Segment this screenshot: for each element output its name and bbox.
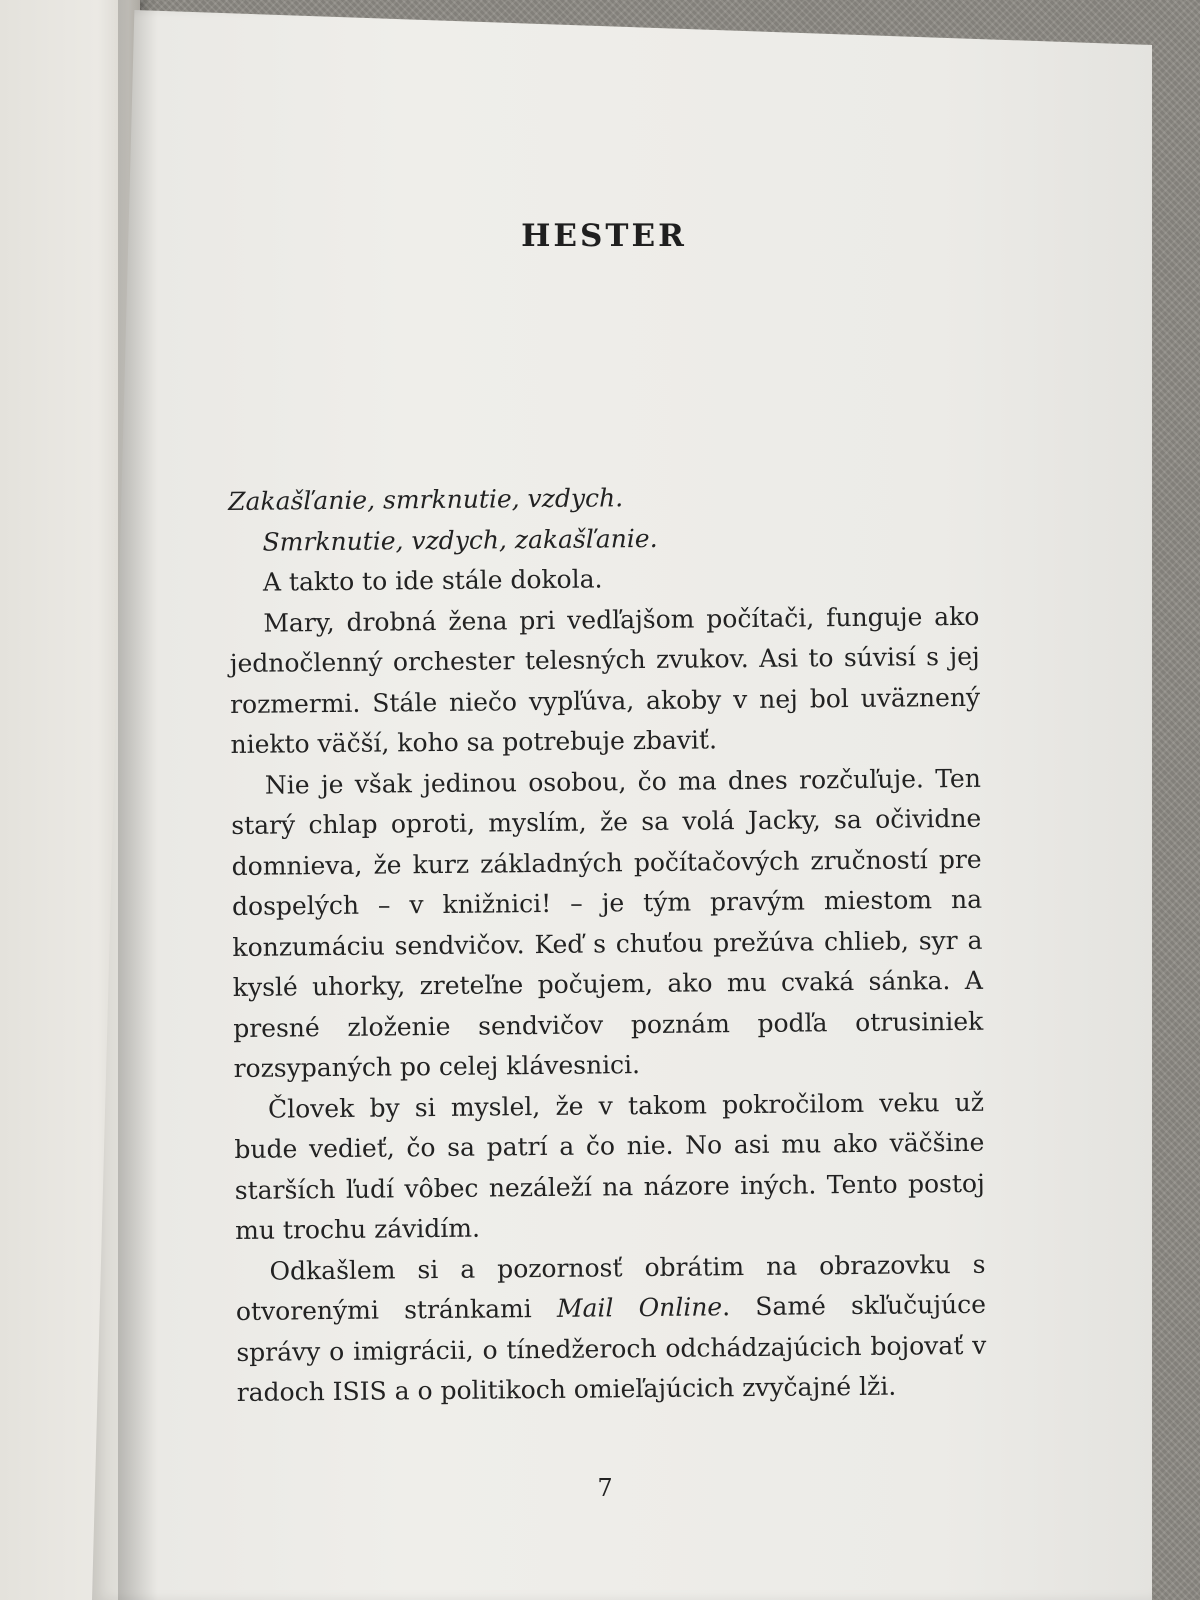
paragraph: Mary, drobná žena pri vedľajšom počítači, funguje ako jednočlenný orchester telesných zvukov. Asi to súvisí s jej rozmermi. Stále niečo vypľúva, akoby v nej bol uväznený niekto väčší, koho sa potrebuje zbaviť. — [229, 601, 981, 759]
paragraph: Zakašľanie, smrknutie, vzdych. — [228, 483, 624, 516]
chapter-body — [228, 475, 987, 1414]
paragraph: Nie je však jedinou osobou, čo ma dnes rozčuľuje. Ten starý chlap oproti, myslím, že sa volá Jacky, sa očividne domnieva, že kurz základných počítačových zručností pre dospelých – v knižnici! – je tým pravým miestom na konzumáciu sendvičov. Keď s chuťou prežúva chlieb, syr a kyslé uhorky, zreteľne počujem, ako mu cvaká sánka. A presné zloženie sendvičov poznám podľa otrusiniek rozsypaných po celej klávesnici. — [231, 763, 984, 1083]
paragraph — [235, 1244, 987, 1413]
paragraph: A takto to ide stále dokola. — [262, 564, 603, 597]
paragraph-text: Odkašlem si a pozornosť obrátim na obrazovku s otvorenými stránkami — [235, 1249, 986, 1326]
page-number: 7 — [597, 1474, 613, 1502]
chapter-title: HESTER — [521, 218, 687, 254]
paragraph: Človek by si myslel, že v takom pokročilom veku už bude vedieť, čo sa patrí a čo nie. No asi mu ako väčšine starších ľudí vôbec nezáleží na názore iných. Tento postoj mu trochu závidím. — [234, 1087, 985, 1245]
publication-title: Mail Online — [556, 1292, 723, 1323]
paragraph: Smrknutie, vzdych, zakašľanie. — [262, 523, 658, 557]
paragraph-text: . Samé skľučujúce správy o imigrácii, o tínedžeroch odchádzajúcich bojovať v radoch ISIS a o politikoch omieľajúcich zvyčajné lži. — [236, 1289, 987, 1407]
